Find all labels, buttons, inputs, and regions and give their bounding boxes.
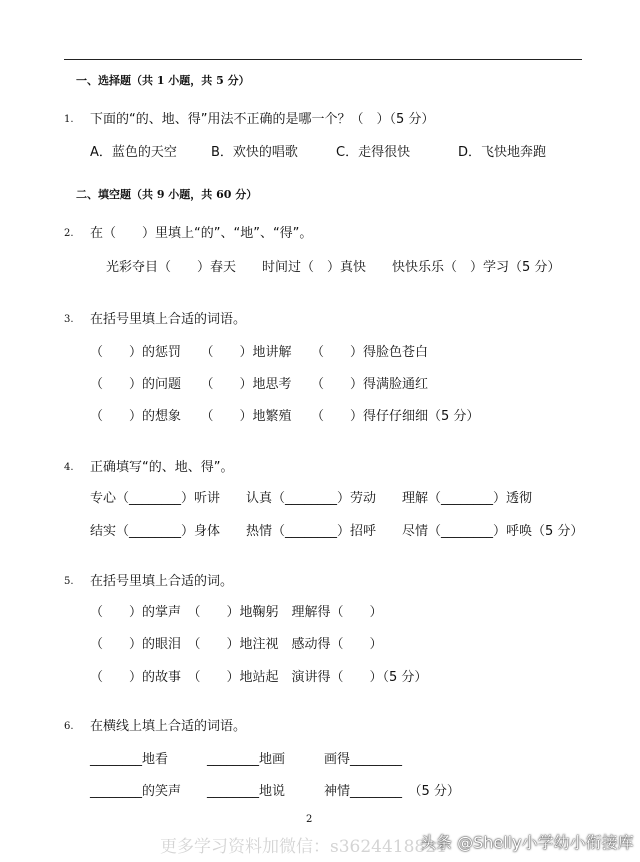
option-a: A．蓝色的天空	[90, 145, 177, 160]
question-text: 下面的“的、地、得”用法不正确的是哪一个？（ ）（5 分）	[90, 112, 435, 127]
option-b: B．欢快的唱歌	[211, 145, 298, 160]
question-text: 在括号里填上合适的词语。	[90, 312, 247, 327]
answer-line: （ ）的问题 （ ）地思考 （ ）得满脸通红	[90, 377, 429, 392]
question-number: 6.	[64, 721, 74, 732]
watermark-text: 头条 @Shelly小学幼小衔接库	[420, 833, 634, 852]
answer-line: ________地看 ________地画 画得________	[90, 752, 403, 767]
option-d: D．飞快地奔跑	[458, 145, 547, 160]
question-text: 正确填写“的、地、得”。	[90, 460, 234, 475]
question-text: 在（ ）里填上“的”、“地”、“得”。	[90, 226, 313, 241]
question-text: 在括号里填上合适的词。	[90, 574, 234, 589]
answer-line: （ ）的掌声 （ ）地鞠躬 理解得（ ）	[90, 605, 383, 620]
answer-line: 结实（________）身体 热情（________）招呼 尽情（________）呼唤（5 分）	[90, 524, 584, 539]
question-number: 1.	[64, 114, 74, 125]
question-number: 3.	[64, 314, 74, 325]
section-title-fill: 二、填空题（共 9 小题，共 60 分）	[76, 188, 258, 201]
question-number: 5.	[64, 576, 74, 587]
answer-line: （ ）的惩罚 （ ）地讲解 （ ）得脸色苍白	[90, 345, 429, 360]
answer-line: 光彩夺目（ ）春天 时间过（ ）真快 快快乐乐（ ）学习（5 分）	[106, 260, 561, 275]
answer-line: （ ）的想象 （ ）地繁殖 （ ）得仔仔细细（5 分）	[90, 409, 480, 424]
option-c: C．走得很快	[336, 145, 411, 160]
question-text: 在横线上填上合适的词语。	[90, 719, 247, 734]
page-number: 2	[306, 814, 313, 825]
footer-contact-text: 更多学习资料加微信：s3624418821	[160, 837, 447, 857]
section-title-choice: 一、选择题（共 1 小题，共 5 分）	[76, 74, 250, 87]
question-number: 4.	[64, 462, 74, 473]
answer-line: （ ）的眼泪 （ ）地注视 感动得（ ）	[90, 637, 383, 652]
question-number: 2.	[64, 228, 74, 239]
answer-line: ________的笑声 ________地说 神情________ （5 分）	[90, 784, 460, 799]
answer-line: （ ）的故事 （ ）地站起 演讲得（ ）（5 分）	[90, 670, 428, 685]
top-rule	[64, 59, 582, 60]
answer-line: 专心（________）听讲 认真（________）劳动 理解（________）透彻	[90, 491, 533, 506]
